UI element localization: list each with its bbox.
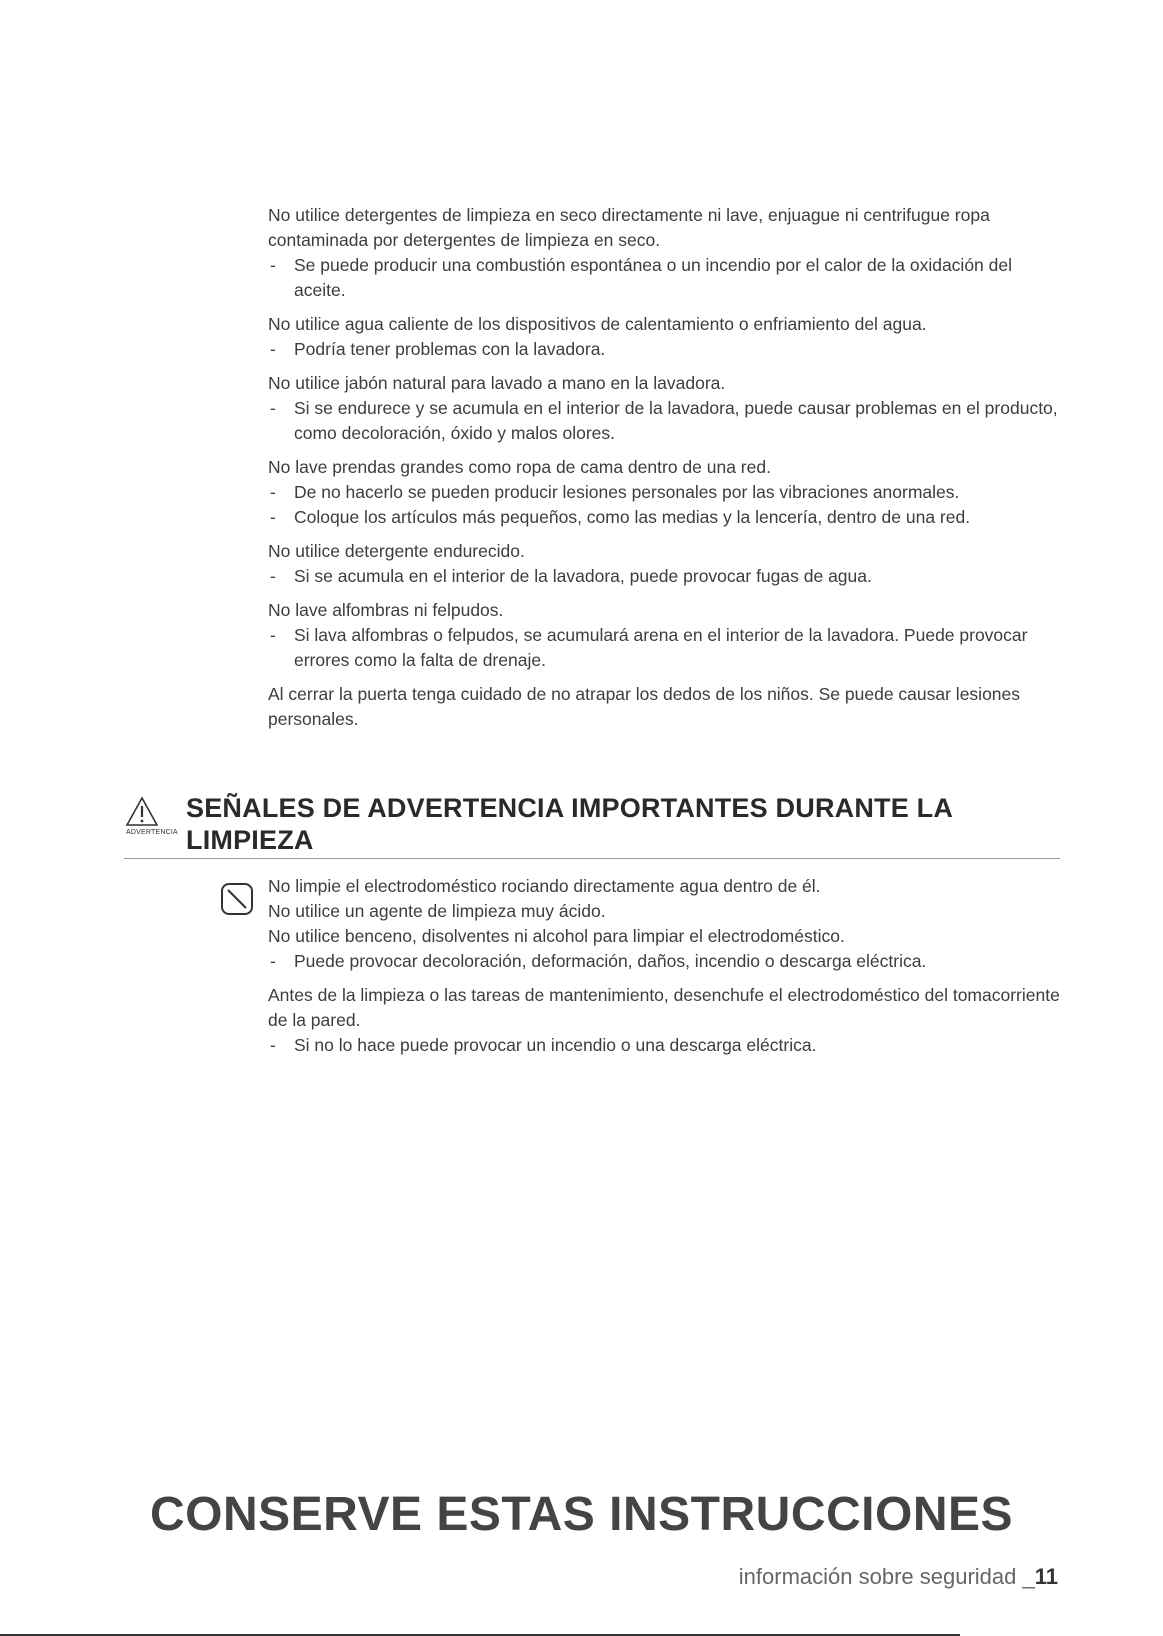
sub-item: - Podría tener problemas con la lavadora. [270, 339, 606, 359]
sub-item: - Si no lo hace puede provocar un incendio o una descarga eléctrica. [270, 1035, 817, 1055]
safety-list-cleaning [268, 874, 1068, 1067]
sub-item: - Puede provocar decoloración, deformación, daños, incendio o descarga eléctrica. [270, 951, 927, 971]
list-item [268, 455, 1068, 530]
section-title: SEÑALES DE ADVERTENCIA IMPORTANTES DURANTE LA LIMPIEZA [186, 793, 954, 855]
sub-item: - De no hacerlo se pueden producir lesiones personales por las vibraciones anormales. [270, 482, 960, 502]
list-item [268, 924, 1068, 974]
list-item [268, 312, 1068, 362]
list-item [268, 598, 1068, 673]
sub-item: - Coloque los artículos más pequeños, como las medias y la lencería, dentro de una red. [270, 507, 971, 527]
section-divider [124, 858, 1060, 859]
safety-list-top [268, 203, 1068, 741]
item-text: No lave prendas grandes como ropa de cama dentro de una red. [268, 457, 771, 477]
sub-item: - Si se endurece y se acumula en el interior de la lavadora, puede causar problemas en el producto, como decoloración, óxido y malos olores. [270, 398, 1058, 443]
page-number: 11 [1034, 1564, 1058, 1589]
item-text: No limpie el electrodoméstico rociando directamente agua dentro de él. [268, 876, 821, 896]
item-text: No utilice agua caliente de los dispositivos de calentamiento o enfriamiento del agua. [268, 314, 927, 334]
list-item [268, 983, 1068, 1058]
list-item [268, 539, 1068, 589]
item-text: Al cerrar la puerta tenga cuidado de no atrapar los dedos de los niños. Se puede causar lesiones personales. [268, 684, 1021, 729]
list-item [268, 874, 1068, 899]
warning-caption: ADVERTENCIA [126, 829, 178, 836]
prohibited-icon [220, 882, 254, 916]
item-text: No utilice detergentes de limpieza en seco directamente ni lave, enjuague ni centrifugue ropa contaminada por detergentes de limpieza en seco. [268, 205, 990, 250]
item-text: No utilice jabón natural para lavado a mano en la lavadora. [268, 373, 726, 393]
list-item [268, 203, 1068, 303]
warning-triangle-icon [124, 792, 190, 852]
page-footer [739, 1564, 1058, 1590]
item-text: No utilice detergente endurecido. [268, 541, 525, 561]
conserve-instructions-title: CONSERVE ESTAS INSTRUCCIONES [149, 1488, 1014, 1541]
item-text: No utilice benceno, disolventes ni alcohol para limpiar el electrodoméstico. [268, 926, 845, 946]
sub-item: - Si lava alfombras o felpudos, se acumulará arena en el interior de la lavadora. Puede provocar errores como la falta de drenaje. [270, 625, 1028, 670]
list-item [268, 371, 1068, 446]
list-item [268, 899, 1068, 924]
item-text: Antes de la limpieza o las tareas de mantenimiento, desenchufe el electrodoméstico del tomacorriente de la pared. [268, 985, 1060, 1030]
item-text: No utilice un agente de limpieza muy ácido. [268, 901, 606, 921]
sub-item: - Si se acumula en el interior de la lavadora, puede provocar fugas de agua. [270, 566, 872, 586]
item-text: No lave alfombras ni felpudos. [268, 600, 504, 620]
list-item [268, 682, 1068, 732]
footer-section-label: información sobre seguridad _ [738, 1564, 1035, 1589]
sub-item: - Se puede producir una combustión espontánea o un incendio por el calor de la oxidación del aceite. [270, 255, 1012, 300]
